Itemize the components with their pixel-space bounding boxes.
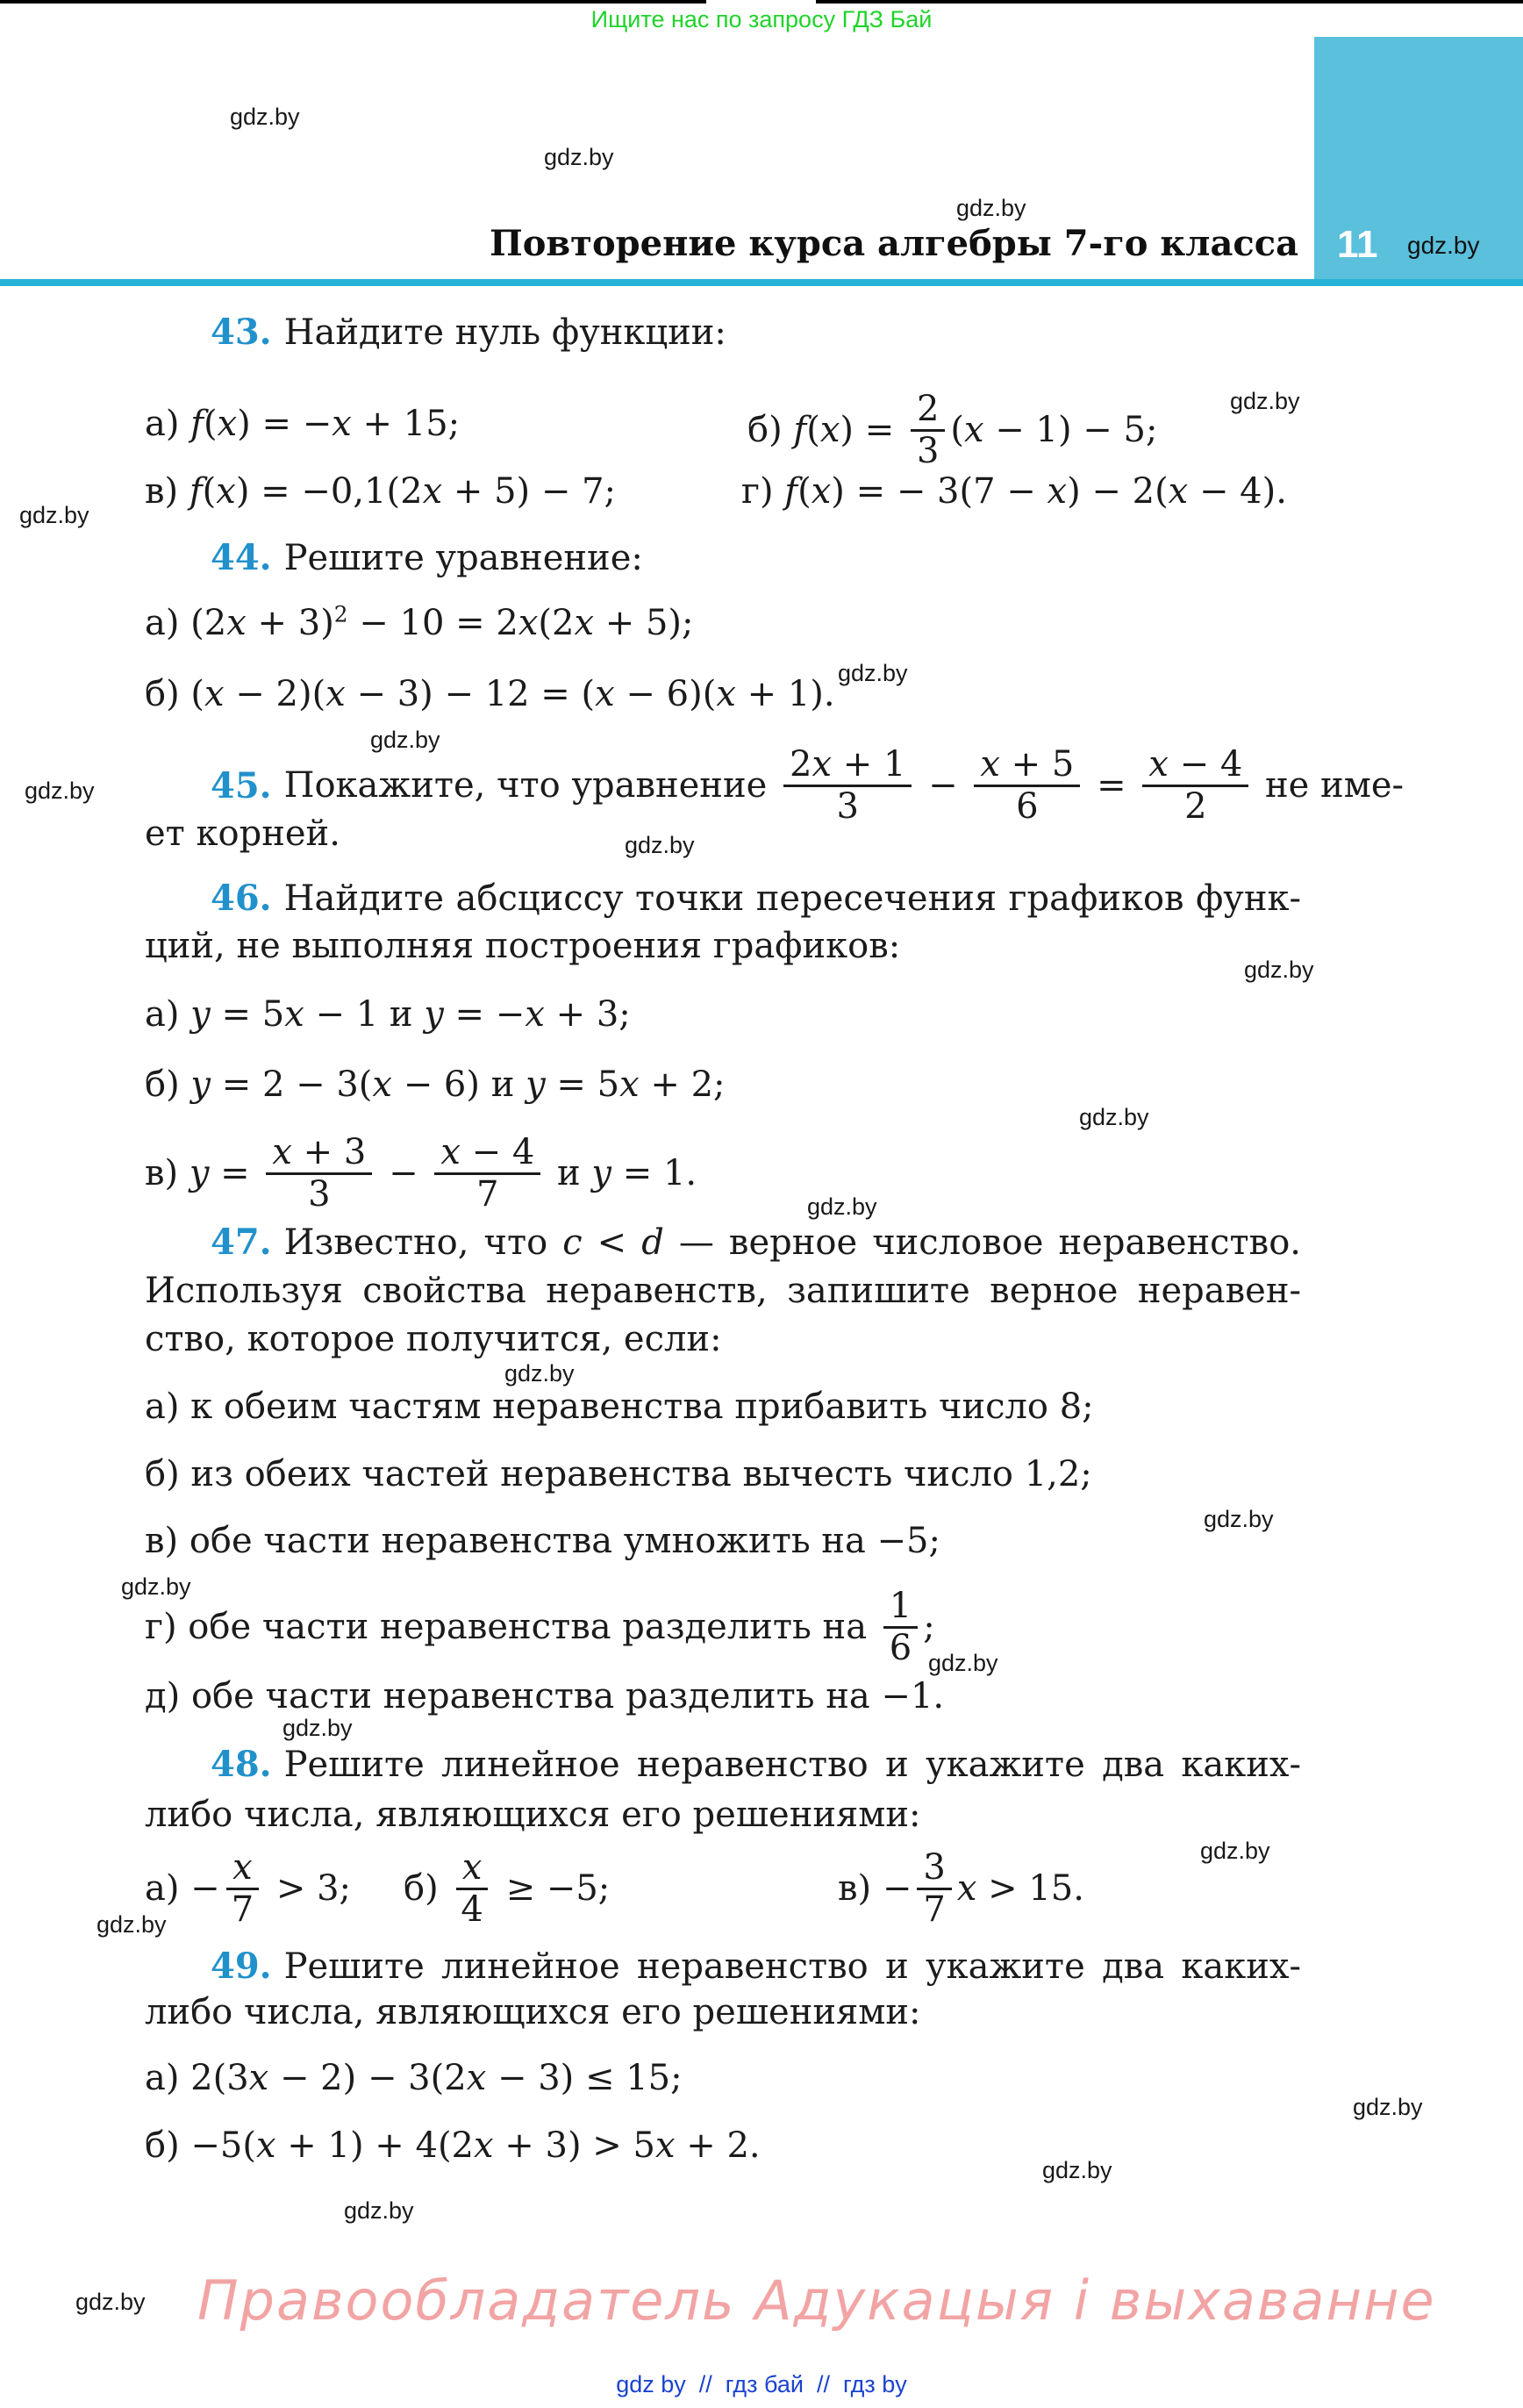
gdz-watermark: gdz.by [1079, 1104, 1149, 1130]
problem-43-item-a: а) f(x) = −x + 15; [145, 404, 461, 444]
problem-44-heading: 44. Решите уравнение: [211, 537, 643, 578]
problem-45-line-1: 45. Покажите, что уравнение $\frac{2x + 1}{3}$ − $\frac{x + 5}{6}$ = $\frac{x - 4}{2}$ не име- [211, 743, 1405, 827]
gdz-watermark: gdz.by [928, 1650, 998, 1676]
problem-48-item-v: в) − $\frac{3}{7}$ x > 15. [838, 1846, 1084, 1930]
top-border-left [0, 0, 706, 4]
gdz-watermark: gdz.by [1407, 232, 1480, 259]
gdz-watermark: gdz.by [344, 2197, 414, 2224]
problem-43-item-b: б) f(x) = $\frac{2}{3}$ (x − 1) − 5; [747, 388, 1158, 471]
gdz-watermark: gdz.by [625, 832, 695, 858]
footer-links[interactable]: gdz by // гдз бай // гдз by [616, 2371, 907, 2397]
header-rule [0, 279, 1523, 286]
gdz-watermark: gdz.by [807, 1193, 877, 1220]
gdz-watermark: gdz.by [230, 104, 300, 130]
problem-48-heading-cont: либо числа, являющихся его решениями: [145, 1795, 921, 1835]
gdz-watermark: gdz.by [370, 727, 440, 753]
problem-49-item-b: б) −5(x + 1) + 4(2x + 3) > 5x + 2. [145, 2125, 761, 2166]
page-number: 11 [1337, 223, 1378, 266]
gdz-watermark: gdz.by [838, 660, 908, 686]
page-title: Повторение курса алгебры 7-го класса [489, 223, 1298, 264]
gdz-watermark: gdz.by [25, 778, 95, 804]
gdz-watermark: gdz.by [1244, 957, 1314, 983]
gdz-watermark: gdz.by [75, 2289, 146, 2315]
problem-46-heading: 46. Найдите абсциссу точки пересечения графиков функ- [211, 878, 1301, 919]
problem-43-item-g: г) f(x) = − 3(7 − x) − 2(x − 4). [741, 471, 1287, 512]
problem-47-item-a: а) к обеим частям неравенства прибавить число 8; [145, 1387, 1094, 1427]
problem-47-item-g: г) обе части неравенства разделить на $\frac{1}{6}$ ; [145, 1585, 935, 1668]
problem-43-item-v: в) f(x) = −0,1(2x + 5) − 7; [145, 471, 616, 512]
gdz-watermark: gdz.by [19, 502, 89, 528]
gdz-watermark: gdz.by [282, 1715, 353, 1741]
gdz-watermark: gdz.by [1230, 388, 1300, 414]
gdz-watermark: gdz.by [1042, 2157, 1112, 2183]
problem-47-heading-cont-2: ство, которое получится, если: [145, 1319, 722, 1359]
problem-45-line-2: ет корней. [145, 813, 340, 854]
problem-46-heading-cont: ций, не выполняя построения графиков: [145, 926, 901, 966]
problem-47-item-v: в) обе части неравенства умножить на −5; [145, 1521, 940, 1561]
gdz-watermark: gdz.by [1200, 1838, 1270, 1864]
problem-46-item-v: в) y = $\frac{x + 3}{3}$ − $\frac{x - 4}{7}$ и y = 1. [145, 1131, 697, 1215]
top-border-right [816, 0, 1523, 4]
problem-47-heading: 47. Известно, что c < d — верное числовое неравенство. [211, 1222, 1301, 1263]
page-number-box [1314, 37, 1523, 279]
problem-47-heading-cont: Используя свойства неравенств, запишите верное неравен- [145, 1271, 1301, 1311]
copyright-text: Правообладатель Адукацыя і выхаванне [197, 2268, 1436, 2333]
problem-46-item-b: б) y = 2 − 3(x − 6) и y = 5x + 2; [145, 1064, 726, 1105]
problem-46-item-a: а) y = 5x − 1 и y = −x + 3; [145, 994, 631, 1035]
gdz-watermark: gdz.by [121, 1573, 191, 1600]
gdz-watermark: gdz.by [544, 144, 614, 170]
problem-49-heading-cont: либо числа, являющихся его решениями: [145, 1992, 921, 2032]
gdz-watermark: gdz.by [1353, 2094, 1423, 2120]
problem-49-heading: 49. Решите линейное неравенство и укажите два каких- [211, 1946, 1301, 1987]
problem-48-item-a: а) − $\frac{x}{7}$ > 3; [145, 1846, 352, 1930]
problem-48-item-b: б) $\frac{x}{4}$ ≥ −5; [404, 1846, 611, 1930]
problem-48-heading: 48. Решите линейное неравенство и укажите два каких- [211, 1744, 1301, 1785]
problem-47-item-b: б) из обеих частей неравенства вычесть число 1,2; [145, 1454, 1092, 1494]
top-note: Ищите нас по запросу ГДЗ Бай [590, 6, 933, 32]
problem-44-item-b: б) (x − 2)(x − 3) − 12 = (x − 6)(x + 1). [145, 674, 835, 714]
problem-43-heading: 43. Найдите нуль функции: [211, 312, 726, 353]
gdz-watermark: gdz.by [1204, 1506, 1274, 1532]
problem-44-item-a: а) $(2x + 3)^2 - 10 = 2x(2x + 5)$; [145, 601, 694, 643]
gdz-watermark: gdz.by [956, 195, 1026, 221]
problem-47-item-d: д) обе части неравенства разделить на −1. [145, 1676, 945, 1716]
problem-49-item-a: а) 2(3x − 2) − 3(2x − 3) ≤ 15; [145, 2058, 683, 2098]
gdz-watermark: gdz.by [504, 1360, 575, 1387]
gdz-watermark: gdz.by [97, 1911, 167, 1938]
